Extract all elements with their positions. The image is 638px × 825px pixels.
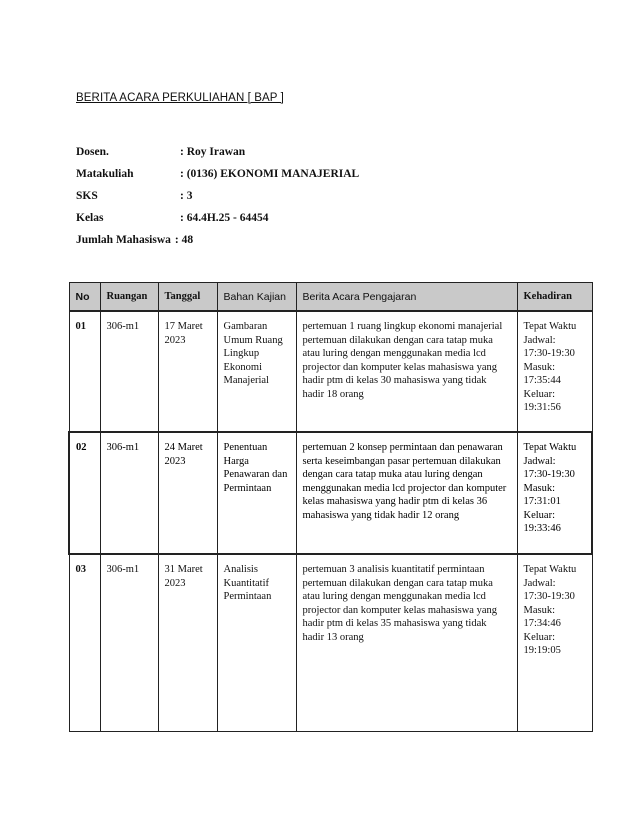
- header-tanggal: Tanggal: [158, 283, 217, 312]
- kelas-row: [76, 212, 359, 234]
- course-info: [76, 146, 359, 256]
- cell-no: 03: [69, 554, 100, 732]
- kehadiran-masuk-label: Masuk:: [523, 361, 555, 373]
- header-bahan-kajian: Bahan Kajian: [217, 283, 296, 312]
- kehadiran-status: Tepat Waktu: [523, 564, 577, 575]
- jumlah-value: : 48: [174, 234, 194, 246]
- cell-tanggal: 31 Maret 2023: [158, 554, 217, 732]
- dosen-label: Dosen.: [76, 146, 109, 158]
- sks-row: [76, 190, 359, 212]
- matakuliah-label: Matakuliah: [76, 168, 134, 180]
- cell-berita-acara: pertemuan 3 analisis kuantitatif permintaan pertemuan dilakukan dengan cara tatap muka atau luring dengan menggunakan media lcd projector dan komputer kelas mahasiswa yang hadir ptm di kelas 35 mahasiswa yang tidak hadir 13 orang: [296, 554, 517, 732]
- cell-tanggal: 24 Maret 2023: [158, 432, 217, 554]
- header-kehadiran: Kehadiran: [517, 283, 592, 312]
- table-header-row: [69, 283, 592, 312]
- kehadiran-keluar-value: 19:31:56: [523, 402, 561, 413]
- cell-bahan-kajian: Gambaran Umum Ruang Lingkup Ekonomi Manajerial: [217, 311, 296, 432]
- sks-label: SKS: [76, 190, 98, 202]
- kehadiran-jadwal-label: Jadwal:: [523, 455, 556, 467]
- cell-kehadiran: [517, 432, 592, 554]
- sks-value: : 3: [180, 190, 193, 202]
- matakuliah-value: : (0136) EKONOMI MANAJERIAL: [180, 168, 360, 180]
- kehadiran-jadwal-value: 17:30-19:30: [523, 348, 575, 359]
- table-row: [69, 311, 592, 432]
- matakuliah-row: [76, 168, 359, 190]
- header-berita-acara: Berita Acara Pengajaran: [296, 283, 517, 312]
- cell-ruangan: 306-m1: [100, 432, 158, 554]
- cell-bahan-kajian: Analisis Kuantitatif Permintaan: [217, 554, 296, 732]
- kehadiran-masuk-value: 17:34:46: [523, 618, 561, 629]
- kelas-value: : 64.4H.25 - 64454: [180, 212, 269, 224]
- kehadiran-masuk-label: Masuk:: [523, 482, 555, 494]
- document-title: BERITA ACARA PERKULIAHAN [ BAP ]: [76, 92, 284, 104]
- cell-berita-acara: pertemuan 1 ruang lingkup ekonomi manajerial pertemuan dilakukan dengan cara tatap muka atau luring dengan menggunakan media lcd projector dan komputer kelas mahasiswa yang hadir ptm di kelas 30 mahasiswa yang tidak hadir 18 orang: [296, 311, 517, 432]
- kehadiran-masuk-value: 17:35:44: [523, 375, 561, 386]
- dosen-value: : Roy Irawan: [180, 146, 246, 158]
- kehadiran-keluar-value: 19:19:05: [523, 645, 561, 656]
- header-ruangan: Ruangan: [100, 283, 158, 312]
- cell-kehadiran: [517, 311, 592, 432]
- table-row: [69, 554, 592, 732]
- kehadiran-status: Tepat Waktu: [523, 321, 577, 332]
- cell-ruangan: 306-m1: [100, 311, 158, 432]
- cell-berita-acara: pertemuan 2 konsep permintaan dan penawaran serta keseimbangan pasar pertemuan dilakukan dengan cara tatap muka atau luring dengan menggunakan media lcd projector dan komputer kelas mahasiswa yang hadir ptm di kelas 36 mahasiswa yang tidak hadir 12 orang: [296, 432, 517, 554]
- kehadiran-status: Tepat Waktu: [523, 442, 577, 453]
- kehadiran-keluar-label: Keluar:: [523, 509, 555, 521]
- cell-ruangan: 306-m1: [100, 554, 158, 732]
- cell-no: 01: [69, 311, 100, 432]
- kehadiran-masuk-value: 17:31:01: [523, 496, 561, 507]
- cell-bahan-kajian: Penentuan Harga Penawaran dan Permintaan: [217, 432, 296, 554]
- kehadiran-jadwal-label: Jadwal:: [523, 334, 556, 346]
- kehadiran-jadwal-label: Jadwal:: [523, 577, 556, 589]
- table-row: [69, 432, 592, 554]
- kelas-label: Kelas: [76, 212, 104, 224]
- jumlah-row: [76, 234, 359, 256]
- dosen-row: [76, 146, 359, 168]
- cell-kehadiran: [517, 554, 592, 732]
- cell-no: 02: [69, 432, 100, 554]
- kehadiran-keluar-label: Keluar:: [523, 388, 555, 400]
- jumlah-label: Jumlah Mahasiswa: [76, 234, 171, 246]
- kehadiran-keluar-value: 19:33:46: [523, 523, 561, 534]
- header-no: No: [69, 283, 100, 312]
- kehadiran-keluar-label: Keluar:: [523, 631, 555, 643]
- kehadiran-jadwal-value: 17:30-19:30: [523, 469, 575, 480]
- bap-table: [68, 282, 593, 732]
- cell-tanggal: 17 Maret 2023: [158, 311, 217, 432]
- kehadiran-masuk-label: Masuk:: [523, 604, 555, 616]
- kehadiran-jadwal-value: 17:30-19:30: [523, 591, 575, 602]
